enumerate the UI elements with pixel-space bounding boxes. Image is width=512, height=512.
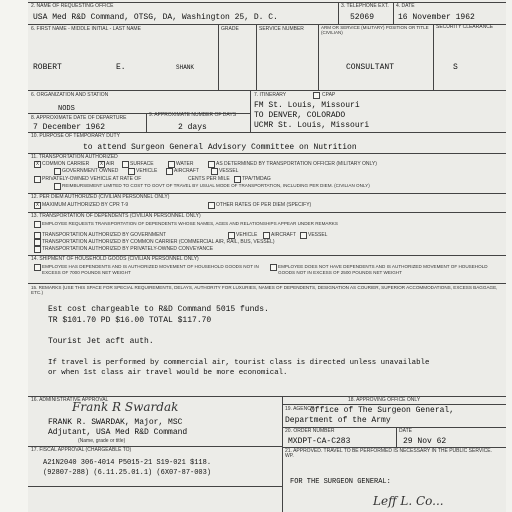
remarks-line-4: If travel is performed by commercial air, tourist class is directed unless unavailable bbox=[48, 359, 430, 367]
other-rates-checkbox[interactable] bbox=[208, 202, 215, 209]
government-owned-label: GOVERNMENT OWNED bbox=[62, 168, 119, 174]
dependents-private-label: TRANSPORTATION AUTHORIZED BY PRIVATELY-OWNED CONVEYANCE bbox=[42, 246, 214, 252]
vessel-checkbox[interactable] bbox=[211, 168, 218, 175]
admin-signature: Frank R Swardak bbox=[72, 400, 179, 414]
travel-request-form bbox=[28, 0, 506, 512]
telephone-label: 3. TELEPHONE EXT. bbox=[341, 3, 389, 9]
fiscal-line-1: A21N2040 306-4014 P5015-21 S19-021 $118. bbox=[43, 459, 212, 467]
left-margin bbox=[0, 0, 28, 512]
rule bbox=[256, 24, 257, 90]
organization-label: 6. ORGANIZATION AND STATION bbox=[31, 92, 109, 98]
reimbursement-checkbox[interactable] bbox=[54, 183, 61, 190]
name-label: 6. FIRST NAME - MIDDLE INITIAL - LAST NAME bbox=[31, 26, 141, 32]
per-diem-label: 12. PER DIEM AUTHORIZED (CIVILIAN PERSONNEL ONLY) bbox=[31, 194, 170, 200]
rule bbox=[338, 2, 339, 24]
determined-label: AS DETERMINED BY TRANSPORTATION OFFICER (MILITARY ONLY) bbox=[216, 161, 377, 167]
household-b-label: EMPLOYEE DOES NOT HAVE DEPENDENTS AND IS AUTHORIZED MOVEMENT OF HOUSEHOLD GOODS NOT IN EXCESS OF 2500 POUNDS NET WEIGHT bbox=[278, 264, 488, 275]
dependents-aircraft-checkbox[interactable] bbox=[263, 232, 270, 239]
approved-statement: 21. APPROVED. TRAVEL TO BE PERFORMED IS NECESSARY IN THE PUBLIC SERVICE. WP. bbox=[285, 448, 492, 459]
other-rates-label: OTHER RATES OF PER DIEM (SPECIFY) bbox=[216, 202, 312, 208]
dependents-vehicle-checkbox[interactable] bbox=[228, 232, 235, 239]
household-label: 14. SHIPMENT OF HOUSEHOLD GOODS (CIVILIAN PERSONNEL ONLY) bbox=[31, 256, 199, 262]
first-name: ROBERT bbox=[33, 63, 62, 72]
fiscal-approval-label: 17. FISCAL APPROVAL (CHARGEABLE TO) bbox=[31, 447, 132, 453]
order-date-value: 29 Nov 62 bbox=[403, 437, 447, 446]
surface-checkbox[interactable] bbox=[122, 161, 129, 168]
dependents-request-checkbox[interactable] bbox=[34, 221, 41, 228]
admin-approval-label: 16. ADMINISTRATIVE APPROVAL bbox=[31, 397, 109, 403]
max-per-diem-checkbox[interactable]: X bbox=[35, 202, 39, 208]
admin-title: Adjutant, USA Med R&D Command bbox=[48, 428, 188, 437]
household-a-checkbox[interactable] bbox=[34, 264, 41, 271]
organization-value: NODS bbox=[58, 105, 75, 113]
order-date-label: DATE bbox=[399, 428, 412, 434]
dependents-gov-label: TRANSPORTATION AUTHORIZED BY GOVERNMENT bbox=[42, 232, 167, 238]
requesting-office-value: USA Med R&D Command, OTSG, DA, Washington 25, D. C. bbox=[33, 13, 278, 22]
itinerary-from: FM St. Louis, Missouri bbox=[254, 101, 360, 110]
service-number-label: SERVICE NUMBER bbox=[259, 26, 304, 32]
date-value: 16 November 1962 bbox=[398, 13, 475, 22]
rule bbox=[28, 24, 506, 25]
date-label: 4. DATE bbox=[396, 3, 415, 9]
rule bbox=[396, 427, 397, 447]
rule bbox=[28, 283, 506, 284]
water-checkbox[interactable] bbox=[168, 161, 175, 168]
position-label: ARM OR SERVICE (MILITARY) POSITION OR TITLE (CIVILIAN) bbox=[321, 25, 429, 35]
remarks-line-2: TR $101.70 PD $16.00 TOTAL $117.70 bbox=[48, 316, 212, 325]
cpap-checkbox[interactable] bbox=[313, 92, 320, 99]
last-name: SHANK bbox=[176, 64, 195, 71]
agency-line-2: Department of the Army bbox=[285, 416, 391, 425]
order-number-value: MXDPT-CA-C283 bbox=[288, 437, 351, 446]
dependents-gov-checkbox[interactable] bbox=[34, 232, 41, 239]
grade-label: GRADE bbox=[221, 26, 239, 32]
admin-name-caption: (Name, grade or title) bbox=[78, 438, 126, 444]
purpose-value: to attend Surgeon General Advisory Committee on Nutrition bbox=[83, 143, 357, 152]
middle-initial: E. bbox=[116, 63, 126, 72]
remarks-line-1: Est cost chargeable to R&D Command 5015 funds. bbox=[48, 305, 269, 314]
household-b-checkbox[interactable] bbox=[270, 264, 277, 271]
tpa-label: TPA/TMDAG bbox=[242, 176, 271, 182]
vehicle-checkbox[interactable] bbox=[128, 168, 135, 175]
for-surgeon-general-label: FOR THE SURGEON GENERAL: bbox=[290, 478, 391, 486]
aircraft-label: AIRCRAFT bbox=[174, 168, 199, 174]
approving-office-label: 18. APPROVING OFFICE ONLY bbox=[348, 397, 421, 403]
purpose-label: 10. PURPOSE OF TEMPORARY DUTY bbox=[31, 133, 120, 139]
max-per-diem-label: MAXIMUM AUTHORIZED BY CPR T-9 bbox=[42, 202, 129, 208]
privately-owned-label: PRIVATELY-OWNED VEHICLE AT RATE OF bbox=[42, 176, 142, 182]
household-a-label: EMPLOYEE HAS DEPENDENTS AND IS AUTHORIZED MOVEMENT OF HOUSEHOLD GOODS NOT IN EXCESS OF 7000 POUNDS NET WEIGHT bbox=[42, 264, 259, 275]
air-label: AIR bbox=[106, 161, 115, 167]
departure-date-value: 7 December 1962 bbox=[33, 123, 106, 132]
rule bbox=[433, 24, 434, 90]
government-owned-checkbox[interactable] bbox=[54, 168, 61, 175]
water-label: WATER bbox=[176, 161, 194, 167]
order-number-label: 20. ORDER NUMBER bbox=[285, 428, 335, 434]
tpa-checkbox[interactable] bbox=[234, 176, 241, 183]
fiscal-line-2: (92807-288) (6.11.25.01.1) (6X07-87-003) bbox=[43, 469, 212, 477]
cents-per-mile-label: CENTS PER MILE bbox=[188, 176, 230, 182]
dependents-vessel-checkbox[interactable] bbox=[300, 232, 307, 239]
itinerary-to: TO DENVER, COLORADO bbox=[254, 111, 346, 120]
agency-label: 19. AGENCY bbox=[285, 406, 315, 412]
dependents-aircraft-label: AIRCRAFT bbox=[271, 232, 296, 238]
dependents-vehicle-label: VEHICLE bbox=[236, 232, 258, 238]
surface-label: SURFACE bbox=[130, 161, 154, 167]
rule bbox=[28, 486, 282, 487]
rule bbox=[393, 2, 394, 24]
itinerary-return: UCMR St. Louis, Missouri bbox=[254, 121, 370, 130]
admin-name: FRANK R. SWARDAK, Major, MSC bbox=[48, 418, 183, 427]
common-carrier-label: COMMON CARRIER bbox=[42, 161, 90, 167]
telephone-value: 52069 bbox=[350, 13, 375, 22]
vessel-label: VESSEL bbox=[219, 168, 239, 174]
remarks-label: 15. REMARKS (USE THIS SPACE FOR SPECIAL REQUIREMENTS, DELAYS, AUTHORITY FOR LUXURIES, NAMES OF DEPENDENTS, DESIGNATION AS COURIER, SUPERIOR ACCOMMODATIONS, EXCESS BAGGAGE, ETC.) bbox=[31, 285, 498, 295]
dependents-private-checkbox[interactable] bbox=[34, 246, 41, 253]
dependents-common-checkbox[interactable] bbox=[34, 239, 41, 246]
air-checkbox[interactable]: X bbox=[99, 161, 103, 167]
rule bbox=[218, 24, 219, 90]
remarks-line-5: or when 1st class air travel would be more economical. bbox=[48, 369, 288, 377]
itinerary-label: 7. ITINERARY bbox=[254, 92, 287, 98]
departure-date-label: 8. APPROXIMATE DATE OF DEPARTURE bbox=[31, 115, 127, 121]
dependents-label: 13. TRANSPORTATION OF DEPENDENTS (CIVILIAN PERSONNEL ONLY) bbox=[31, 213, 201, 219]
clearance-label: SECURITY CLEARANCE bbox=[436, 24, 494, 30]
aircraft-checkbox[interactable] bbox=[166, 168, 173, 175]
rule bbox=[282, 404, 506, 405]
cpap-label: CPAP bbox=[322, 92, 336, 98]
requesting-office-label: 2. NAME OF REQUESTING OFFICE bbox=[31, 3, 114, 9]
vehicle-label: VEHICLE bbox=[136, 168, 158, 174]
determined-checkbox[interactable] bbox=[208, 161, 215, 168]
position-value: CONSULTANT bbox=[346, 63, 395, 72]
rule bbox=[146, 113, 147, 132]
dependents-request-label: EMPLOYEE REQUESTS TRANSPORTATION OF DEPENDENTS WHOSE NAMES, AGES AND RELATIONSHIPS APPEAR UNDER REMARKS bbox=[42, 221, 338, 226]
rule bbox=[282, 396, 283, 512]
surgeon-general-signature: Leff L. Co... bbox=[373, 494, 444, 508]
common-carrier-checkbox[interactable]: X bbox=[35, 161, 39, 167]
transportation-label: 11. TRANSPORTATION AUTHORIZED bbox=[31, 154, 118, 160]
agency-line-1: Office of The Surgeon General, bbox=[310, 406, 455, 415]
rule bbox=[28, 90, 506, 91]
reimbursement-label: REIMBURSEMENT LIMITED TO COST TO GOVT OF TRAVEL BY USUAL MODE OF TRANSPORTATION, INCLUDING PER DIEM. (CIVILIAN ONLY) bbox=[62, 183, 370, 188]
remarks-line-3: Tourist Jet acft auth. bbox=[48, 337, 154, 346]
rule bbox=[250, 90, 251, 132]
dependents-common-label: TRANSPORTATION AUTHORIZED BY COMMON CARRIER (COMMERCIAL AIR, RAIL, BUS, VESSEL) bbox=[42, 239, 275, 245]
privately-owned-checkbox[interactable] bbox=[34, 176, 41, 183]
days-label: 9. APPROXIMATE NUMBER OF DAYS bbox=[149, 112, 237, 118]
rule bbox=[318, 24, 319, 90]
clearance-value: S bbox=[453, 63, 458, 72]
days-value: 2 days bbox=[178, 123, 207, 132]
dependents-vessel-label: VESSEL bbox=[308, 232, 328, 238]
